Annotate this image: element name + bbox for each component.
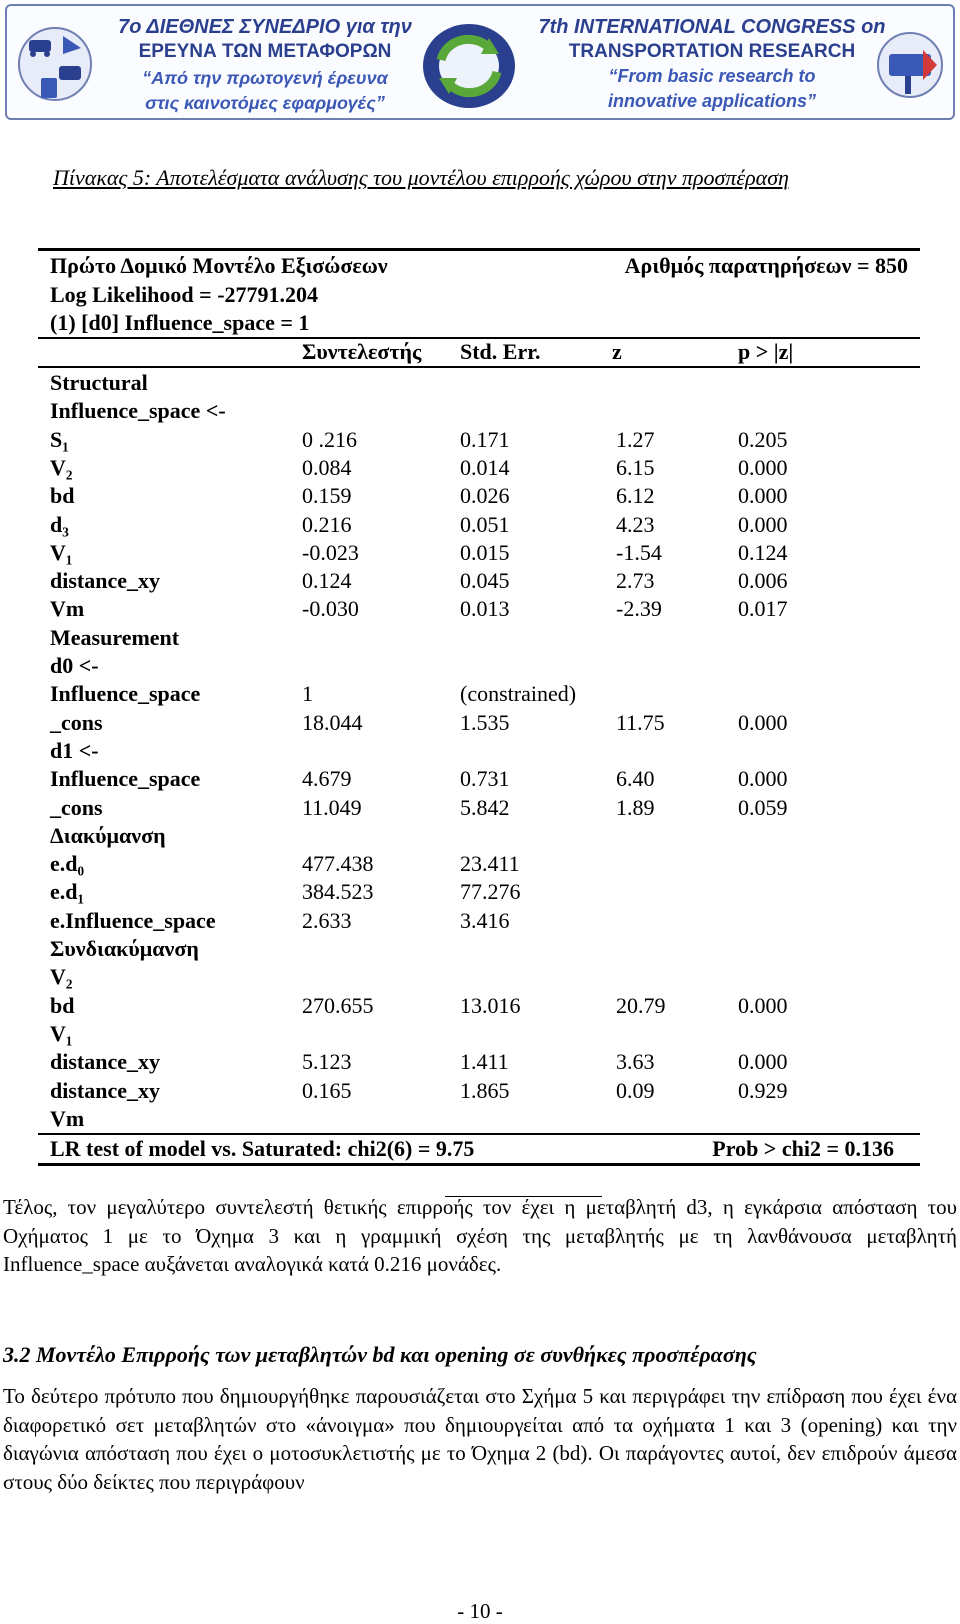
- banner-english-line-3: “From basic research to: [608, 66, 816, 86]
- z-cell: 6.40: [616, 766, 655, 792]
- p-cell: 0.017: [738, 596, 788, 622]
- table-row: [38, 510, 920, 539]
- row-label: d₃: [50, 511, 69, 537]
- log-likelihood: Log Likelihood = -27791.204: [50, 282, 319, 307]
- coef-cell: 0 .216: [302, 426, 357, 452]
- coef-cell: 5.123: [302, 1049, 352, 1075]
- coef-cell: 0.159: [302, 483, 352, 509]
- table-row: [38, 538, 920, 567]
- col-header-std-err: Std. Err.: [460, 339, 541, 364]
- col-header-p: p > |z|: [738, 339, 794, 364]
- table-row: [38, 906, 920, 935]
- lr-test: LR test of model vs. Saturated: chi2(6) = 9.75: [50, 1136, 475, 1162]
- table-row: [38, 396, 920, 425]
- std-err-cell: 23.411: [460, 851, 520, 877]
- coef-cell: 0.124: [302, 568, 352, 594]
- coef-cell: 270.655: [302, 992, 374, 1018]
- p-cell: 0.000: [738, 1049, 788, 1075]
- row-label: V₁: [50, 539, 73, 565]
- row-label: Διακύμανση: [50, 822, 166, 848]
- table-row: [38, 1104, 920, 1133]
- log-likelihood-row: [38, 280, 920, 309]
- row-label: Structural: [50, 370, 148, 395]
- row-label: Vm: [50, 596, 85, 622]
- table-row: [38, 453, 920, 482]
- coef-cell: 477.438: [302, 851, 374, 877]
- transport-icons-left: [15, 20, 95, 108]
- std-err-cell: 0.171: [460, 426, 510, 452]
- page-number: - 10 -: [457, 1599, 503, 1623]
- row-label: distance_xy: [50, 1049, 160, 1075]
- row-label: V₂: [50, 454, 73, 480]
- row-label: d0 <-: [50, 653, 99, 678]
- banner-english-line-4: innovative applications”: [607, 91, 817, 111]
- row-label: V₁: [50, 1020, 73, 1046]
- coef-cell: 18.044: [302, 709, 363, 735]
- table-row: [38, 368, 920, 397]
- coef-cell: 4.679: [302, 766, 352, 792]
- std-err-cell: 0.015: [460, 539, 510, 565]
- recycle-arrows-logo: [419, 20, 519, 112]
- road-sign-right-icon: [875, 28, 945, 102]
- coef-cell: 1: [302, 681, 313, 707]
- z-cell: 11.75: [616, 709, 665, 735]
- row-label: e.Influence_space: [50, 907, 216, 933]
- p-cell: 0.124: [738, 539, 788, 565]
- constraint-row: [38, 308, 920, 337]
- table-row: [38, 877, 920, 906]
- table-row: [38, 708, 920, 737]
- table-footer-row: [38, 1134, 920, 1163]
- p-cell: 0.000: [738, 992, 788, 1018]
- row-label: e.d₁: [50, 879, 85, 905]
- table-row: [38, 425, 920, 454]
- z-cell: -1.54: [616, 539, 662, 565]
- coef-cell: 0.165: [302, 1077, 352, 1103]
- coef-cell: 384.523: [302, 879, 374, 905]
- col-header-coefficient: Συντελεστής: [302, 339, 422, 364]
- coef-cell: -0.023: [302, 539, 359, 565]
- std-err-cell: 1.865: [460, 1077, 510, 1103]
- table-row: [38, 651, 920, 680]
- banner-greek-line-1: 7ο ΔΙΕΘΝΕΣ ΣΥΝΕΔΡΙΟ για την: [118, 16, 412, 38]
- std-err-cell: 0.731: [460, 766, 510, 792]
- banner-english-line-2: TRANSPORTATION RESEARCH: [568, 41, 856, 62]
- table-row: [38, 849, 920, 878]
- table-row: [38, 594, 920, 623]
- std-err-cell: 0.014: [460, 454, 510, 480]
- col-header-z: z: [612, 339, 622, 364]
- p-cell: 0.000: [738, 709, 788, 735]
- table-row: [38, 623, 920, 652]
- table-row: [38, 1047, 920, 1076]
- row-label: distance_xy: [50, 1077, 160, 1103]
- constraint-text: (1) [d0] Influence_space = 1: [50, 310, 310, 335]
- row-label: distance_xy: [50, 568, 160, 594]
- row-label: bd: [50, 992, 75, 1018]
- p-cell: 0.059: [738, 794, 788, 820]
- row-label: Influence_space <-: [50, 398, 226, 424]
- z-cell: 6.12: [616, 483, 655, 509]
- std-err-cell: 0.026: [460, 483, 510, 509]
- banner-greek-line-4: στις καινοτόμες εφαρμογές”: [145, 93, 385, 113]
- z-cell: 1.89: [616, 794, 655, 820]
- observations-count: Αριθμός παρατηρήσεων = 850: [624, 253, 908, 278]
- coef-cell: 0.216: [302, 511, 352, 537]
- z-cell: 2.73: [616, 568, 655, 594]
- z-cell: 0.09: [616, 1077, 655, 1103]
- row-label: bd: [50, 483, 75, 509]
- z-cell: -2.39: [616, 596, 662, 622]
- z-cell: 20.79: [616, 992, 666, 1018]
- row-label: Vm: [50, 1105, 85, 1131]
- row-label: _cons: [50, 709, 103, 735]
- table-row: [38, 991, 920, 1020]
- table-header-row: [38, 251, 920, 280]
- row-label: Measurement: [50, 624, 180, 650]
- std-err-cell: 13.016: [460, 992, 521, 1018]
- model-title: Πρώτο Δομικό Μοντέλο Εξισώσεων: [50, 253, 388, 278]
- p-cell: 0.000: [738, 483, 788, 509]
- row-label: Influence_space: [50, 766, 201, 792]
- z-cell: 4.23: [616, 511, 655, 537]
- row-label: e.d₀: [50, 851, 85, 877]
- row-label: Influence_space: [50, 681, 201, 707]
- row-label: d1 <-: [50, 737, 99, 763]
- table-row: [38, 764, 920, 793]
- std-err-cell: 0.051: [460, 511, 510, 537]
- table-row: [38, 821, 920, 850]
- conference-banner: [5, 4, 955, 120]
- row-label: S₁: [50, 426, 69, 452]
- coef-cell: 0.084: [302, 454, 352, 480]
- table-row: [38, 962, 920, 991]
- banner-greek-line-3: “Από την πρωτογενή έρευνα: [142, 68, 388, 88]
- table-row: [38, 1076, 920, 1105]
- coef-cell: 2.633: [302, 907, 352, 933]
- table-row: [38, 481, 920, 510]
- z-cell: 6.15: [616, 454, 655, 480]
- column-header-row: [38, 337, 920, 366]
- paragraph-1: Τέλος, τον μεγαλύτερο συντελεστή θετικής επιρροής τον έχει η μεταβλητή d3, η εγκάρσια απόσταση του Οχήματος 1 με το Όχημα 3 και η γραμμική σχέση της μεταβλητής με τη λανθάνουσα μεταβλητή Influence_space αυξάνεται αναλογικά κατά 0.216 μονάδες.: [3, 1195, 957, 1276]
- banner-greek-line-2: ΕΡΕΥΝΑ ΤΩΝ ΜΕΤΑΦΟΡΩΝ: [138, 41, 392, 62]
- table-bottom-rule: [38, 1163, 920, 1166]
- std-err-cell: (constrained): [460, 681, 577, 707]
- std-err-cell: 77.276: [460, 879, 521, 905]
- prob-chi2: Prob > chi2 = 0.136: [712, 1136, 894, 1162]
- table-row: [38, 679, 920, 708]
- std-err-cell: 5.842: [460, 794, 510, 820]
- std-err-cell: 1.411: [460, 1049, 509, 1075]
- table-caption: Πίνακας 5: Αποτελέσματα ανάλυσης του μοντέλου επιρροής χώρου στην προσπέραση: [53, 165, 789, 190]
- coef-cell: 11.049: [302, 794, 362, 820]
- std-err-cell: 0.045: [460, 568, 510, 594]
- p-cell: 0.000: [738, 766, 788, 792]
- z-cell: 1.27: [616, 426, 655, 452]
- paragraph-2: Το δεύτερο πρότυπο που δημιουργήθηκε παρουσιάζεται στο Σχήμα 5 και περιγράφει την επίδραση που έχει ένα διαφορετικό σετ μεταβλητών στο «άνοιγμα» που δημιουργείται από τα οχήματα 1 και 3 (opening) και την διαγώνια απόσταση που έχει ο μοτοσυκλετιστής με το Όχημα 2 (bd). Οι παράγοντες αυτοί, δεν επιδρούν άμεσα στους δύο δείκτες που περιγράφουν: [3, 1384, 957, 1494]
- banner-english-line-1: 7th INTERNATIONAL CONGRESS on: [538, 16, 886, 38]
- std-err-cell: 3.416: [460, 907, 510, 933]
- section-heading: 3.2 Μοντέλο Επιρροής των μεταβλητών bd και opening σε συνθήκες προσπέρασης: [3, 1342, 757, 1367]
- p-cell: 0.929: [738, 1077, 788, 1103]
- z-cell: 3.63: [616, 1049, 655, 1075]
- table-row: [38, 1019, 920, 1048]
- p-cell: 0.205: [738, 426, 788, 452]
- table-row: [38, 566, 920, 595]
- table-row: [38, 736, 920, 765]
- p-cell: 0.006: [738, 568, 788, 594]
- p-cell: 0.000: [738, 511, 788, 537]
- table-row: [38, 793, 920, 822]
- row-label: V₂: [50, 964, 73, 990]
- p-cell: 0.000: [738, 454, 788, 480]
- coef-cell: -0.030: [302, 596, 359, 622]
- row-label: Συνδιακύμανση: [50, 936, 199, 961]
- table-row: [38, 934, 920, 963]
- std-err-cell: 1.535: [460, 709, 510, 735]
- std-err-cell: 0.013: [460, 596, 510, 622]
- row-label: _cons: [50, 794, 103, 820]
